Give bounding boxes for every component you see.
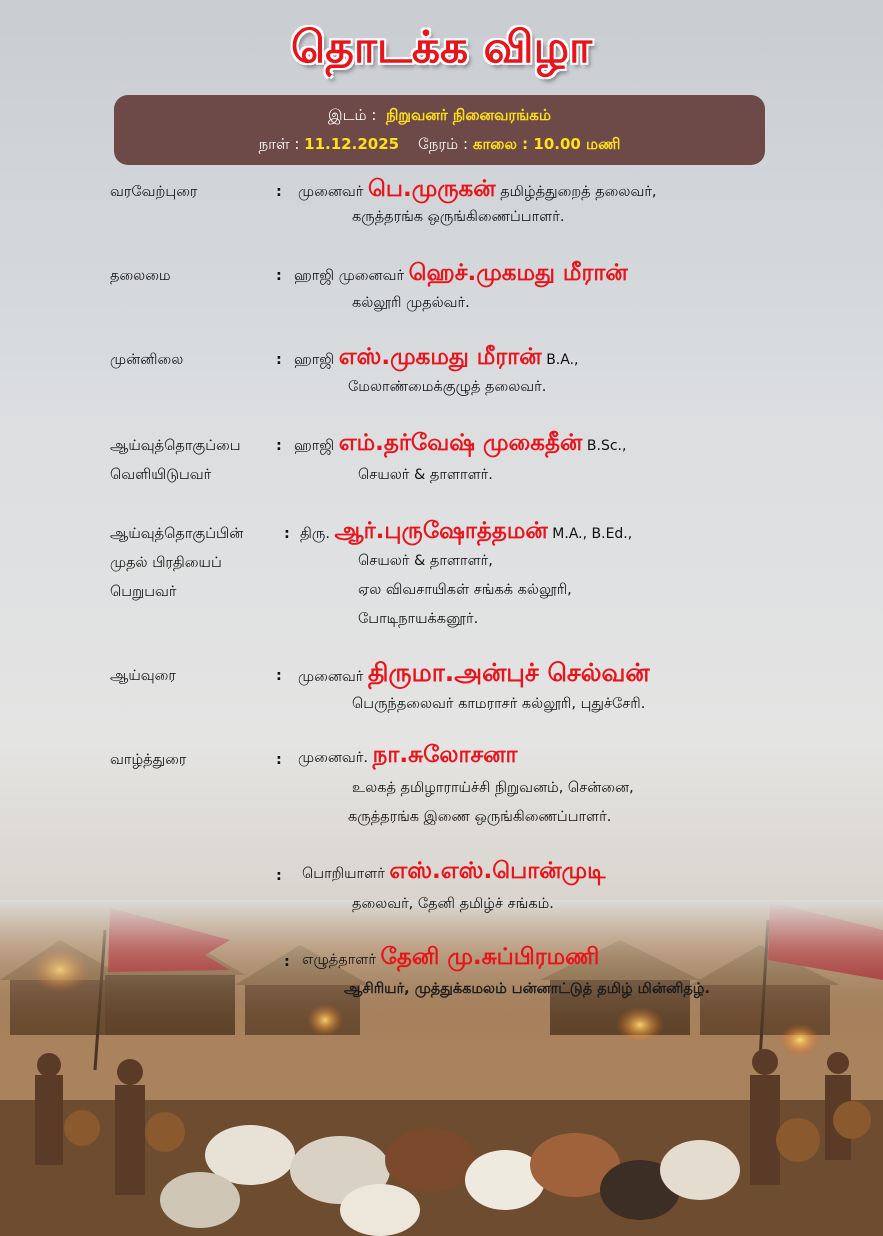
program-colon: : (276, 868, 282, 884)
speaker-prefix: ஹாஜி முனைவர் (294, 268, 405, 284)
speaker-name: தேனி மு.சுப்பிரமணி (380, 944, 600, 970)
speaker-prefix: முனைவர் (298, 184, 364, 200)
page-title: தொடக்க விழா (291, 22, 592, 73)
speaker-name: ஆர்.புருஷோத்தமன் (334, 518, 548, 544)
speaker-name: நா.சுலோசனா (372, 742, 518, 768)
speaker-detail: தலைவர், தேனி தமிழ்ச் சங்கம். (352, 896, 554, 912)
speaker-detail-line2: கருத்தரங்க இணை ஒருங்கிணைப்பாளர். (348, 809, 612, 825)
speaker-name: பெ.முருகன் (367, 176, 496, 202)
program-role-line2: முதல் பிரதியைப் (110, 555, 222, 571)
speaker-prefix: ஹாஜி (294, 352, 335, 368)
speaker-prefix: முனைவர் (298, 669, 364, 685)
venue-time-label: நேரம் : (418, 135, 469, 153)
speaker-name: எஸ்.முகமது மீரான் (338, 344, 542, 370)
speaker-detail: செயலர் & தாளாளர், (358, 553, 493, 569)
program-role: வாழ்த்துரை (110, 752, 187, 768)
speaker-prefix: ஹாஜி (294, 438, 335, 454)
speaker-prefix: திரு. (300, 526, 330, 542)
speaker-detail: ஆசிரியர், முத்துக்கமலம் பன்னாட்டுத் தமிழ் மின்னிதழ். (344, 981, 710, 997)
program-role-line2: வெளியிடுபவர் (110, 467, 212, 483)
speaker-prefix: முனைவர். (298, 750, 368, 766)
program-colon: : (276, 438, 282, 454)
speaker-prefix: பொறியாளர் (302, 866, 385, 882)
program-role: ஆய்வுத்தொகுப்பின் (110, 526, 244, 542)
program-role: முன்னிலை (110, 352, 184, 368)
program-role-line3: பெறுபவர் (110, 584, 177, 600)
venue-info-box (114, 95, 765, 165)
speaker-name: எம்.தர்வேஷ் முகைதீன் (338, 430, 583, 456)
speaker-detail-line3: போடிநாயக்கனூர். (358, 611, 479, 627)
speaker-detail: பெருந்தலைவர் காமராசர் கல்லூரி, புதுச்சேரி. (352, 696, 646, 712)
program-colon: : (276, 268, 282, 284)
speaker-detail: கல்லூரி முதல்வர். (352, 295, 470, 311)
speaker-detail: செயலர் & தாளாளர். (358, 467, 493, 483)
speaker-detail: உலகத் தமிழாராய்ச்சி நிறுவனம், சென்னை, (352, 780, 634, 796)
speaker-prefix: எழுத்தாளர் (302, 952, 376, 968)
program-role: ஆய்வுரை (110, 668, 176, 684)
venue-date-value: 11.12.2025 (304, 135, 400, 153)
program-colon: : (276, 184, 282, 200)
venue-place-value: நிறுவனர் நினைவரங்கம் (385, 106, 551, 124)
program-colon: : (276, 352, 282, 368)
program-colon: : (276, 752, 282, 768)
venue-date-label: நாள் : (258, 135, 300, 153)
program-role: தலைமை (110, 268, 171, 284)
venue-time-value: காலை : 10.00 மணி (472, 135, 621, 153)
speaker-suffix: B.Sc., (586, 438, 627, 454)
speaker-suffix: M.A., B.Ed., (552, 526, 633, 542)
speaker-detail: மேலாண்மைக்குழுத் தலைவர். (348, 379, 547, 395)
program-colon: : (284, 954, 290, 970)
program-role: வரவேற்புரை (110, 184, 198, 200)
speaker-detail-line2: ஏல விவசாயிகள் சங்கக் கல்லூரி, (358, 582, 572, 598)
speaker-name: ஹெச்.முகமது மீரான் (408, 260, 628, 286)
venue-place-label: இடம் : (328, 106, 377, 124)
program-colon: : (276, 668, 282, 684)
speaker-suffix: B.A., (546, 352, 579, 368)
speaker-name: எஸ்.எஸ்.பொன்முடி (389, 858, 606, 884)
speaker-suffix: தமிழ்த்துறைத் தலைவர், (500, 184, 657, 200)
speaker-detail: கருத்தரங்க ஒருங்கிணைப்பாளர். (352, 209, 565, 225)
program-colon: : (284, 526, 290, 542)
speaker-name: திருமா.அன்புச் செல்வன் (367, 658, 650, 687)
program-role: ஆய்வுத்தொகுப்பை (110, 438, 241, 454)
